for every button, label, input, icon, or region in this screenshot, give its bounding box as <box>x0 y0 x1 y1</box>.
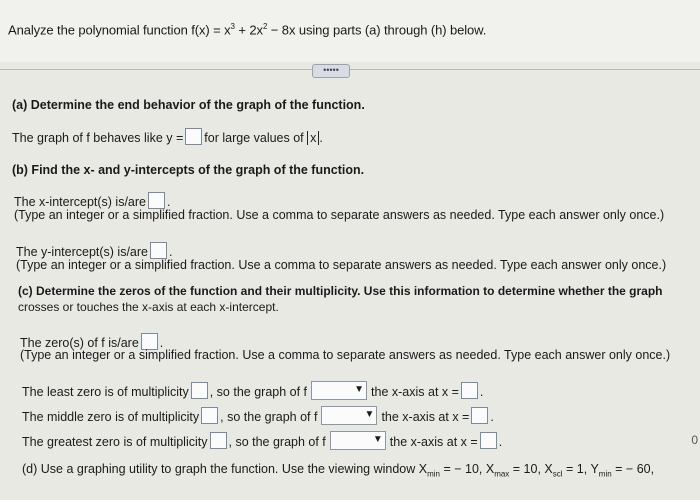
part-a-prompt: The graph of f behaves like y = for large values of x . <box>12 128 323 145</box>
least-zero-row: The least zero is of multiplicity , so the graph of f ▼ the x-axis at x = . <box>22 381 483 400</box>
part-c-heading-2: crosses or touches the x-axis at each x-intercept. <box>18 300 279 314</box>
abs-x: x <box>307 131 319 145</box>
greatest-behavior-dropdown[interactable] <box>330 431 386 450</box>
y-intercept-input[interactable] <box>150 242 167 259</box>
middle-zero-row: The middle zero is of multiplicity , so the graph of f ▼ the x-axis at x = . <box>22 406 494 425</box>
least-zero-x-input[interactable] <box>461 382 478 399</box>
x-intercept-input[interactable] <box>148 192 165 209</box>
greatest-zero-row: The greatest zero is of multiplicity , so the graph of f ▼ the x-axis at x = . <box>22 431 502 450</box>
end-behavior-input[interactable] <box>185 128 202 145</box>
greatest-multiplicity-input[interactable] <box>210 432 227 449</box>
question-title: Analyze the polynomial function $f(x) = x^3 + 2x^2 - 8x$ using parts (a) through (h) below. <box>8 22 487 38</box>
greatest-zero-x-input[interactable] <box>480 432 497 449</box>
middle-zero-x-input[interactable] <box>471 407 488 424</box>
chevron-down-icon: ▼ <box>354 384 365 395</box>
chevron-down-icon: ▼ <box>364 409 375 420</box>
y-intercept-prompt: The y-intercept(s) is/are . <box>16 242 172 259</box>
part-c-heading-1: (c) Determine the zeros of the function and their multiplicity. Use this information to determine whether the graph <box>18 284 663 298</box>
zeros-hint: (Type an integer or a simplified fraction. Use a comma to separate answers as needed. Type each answer only once.) <box>20 348 671 362</box>
expand-more-button[interactable]: ••••• <box>312 64 350 78</box>
x-intercept-prompt: The x-intercept(s) is/are . <box>14 192 170 209</box>
least-multiplicity-input[interactable] <box>191 382 208 399</box>
edge-number: 0 <box>691 433 698 447</box>
middle-multiplicity-input[interactable] <box>201 407 218 424</box>
zeros-prompt: The zero(s) of f is/are . <box>20 333 163 350</box>
middle-behavior-dropdown[interactable] <box>321 406 377 425</box>
chevron-down-icon: ▼ <box>372 434 383 445</box>
part-b-heading: (b) Find the x- and y-intercepts of the graph of the function. <box>12 163 365 177</box>
y-intercept-hint: (Type an integer or a simplified fraction. Use a comma to separate answers as needed. Type each answer only once.) <box>16 258 667 272</box>
least-behavior-dropdown[interactable] <box>311 381 367 400</box>
part-a-heading: (a) Determine the end behavior of the graph of the function. <box>12 98 365 112</box>
part-d-text: (d) Use a graphing utility to graph the function. Use the viewing window $X_{min}$ = − 10, $X_{max} = 10$, $X_{scl} = 1$, $Y_{min}$ = − 60, <box>22 462 655 479</box>
x-intercept-hint: (Type an integer or a simplified fraction. Use a comma to separate answers as needed. Type each answer only once.) <box>14 208 665 222</box>
header-divider <box>0 69 700 70</box>
